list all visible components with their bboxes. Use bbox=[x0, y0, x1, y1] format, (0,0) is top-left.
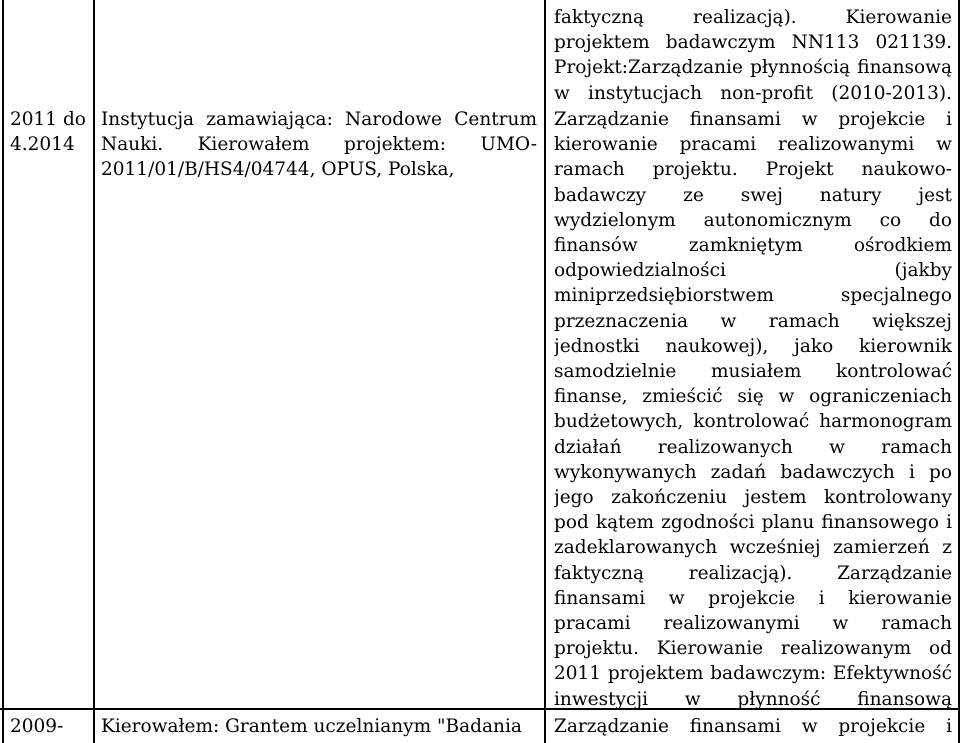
row1-description: Zarządzanie finansami w projekcie i kierowanie pracami realizowanymi w ramach projektu. Projekt naukowo-badawczy ze swej natury jest wydzielonym autonomicznym co do finansów zamkniętym ośrodkiem odpowiedzialności (jakby miniprzedsiębiorstwem specjalnego przeznaczenia w ramach większej jednostki naukowej), jako kierownik samodzielnie musiałem kontrolować finanse, zmieścić się w ograniczeniach budżetowych, kontrolować harmonogram działań realizowanych w ramach wykonywanych zadań badawczych i po jego zakończeniu jestem kontrolowany pod kątem zgodności planu finansowego i zadeklarowanych wcześniej zamierzeń z faktyczną realizacją). Zarządzanie finansami w projekcie i kierowanie pracami realizowanymi w ramach projektu. Kierowanie realizowanym od 2011 projektem badawczym: Efektywność inwestycji w płynność finansową bbox=[554, 109, 952, 709]
row2-details-cell bbox=[101, 714, 537, 743]
row1-details-cell bbox=[101, 107, 537, 187]
column-divider-1 bbox=[93, 0, 95, 743]
row2-date: 2009- bbox=[10, 716, 64, 737]
row2-date-cell bbox=[10, 714, 88, 743]
row0-description-cell bbox=[554, 5, 952, 105]
row2-description: Zarządzanie finansami w projekcie i bbox=[554, 716, 952, 737]
row1-details: Instytucja zamawiająca: Narodowe Centrum Nauki. Kierowałem projektem: UMO-2011/01/B/HS4/04744, OPUS, Polska, bbox=[101, 109, 537, 181]
row0-description: faktyczną realizacją). Kierowanie projektem badawczym NN113 021139. Projekt:Zarządzanie płynnością finansową w instytucjach non-profit (2010-2013). bbox=[554, 7, 952, 104]
column-divider-2 bbox=[544, 0, 546, 743]
row1-description-cell bbox=[554, 107, 952, 709]
row2-details: Kierowałem: Grantem uczelnianym "Badania bbox=[101, 716, 522, 737]
row2-description-cell bbox=[554, 714, 952, 743]
row1-date: 2011 do 4.2014 bbox=[10, 109, 86, 156]
table-border-left bbox=[2, 0, 4, 743]
row1-date-cell bbox=[10, 107, 88, 167]
